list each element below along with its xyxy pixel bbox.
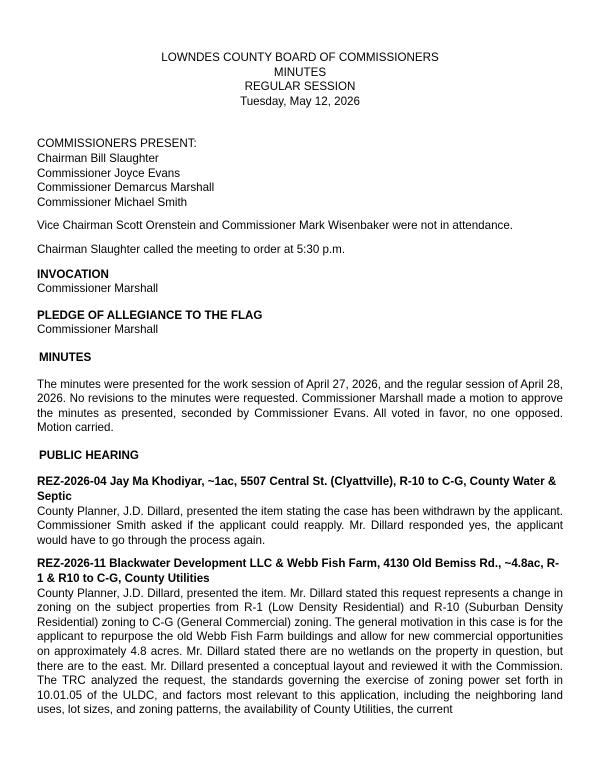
present-member: Chairman Bill Slaughter (37, 151, 159, 165)
board-name: LOWNDES COUNTY BOARD OF COMMISSIONERS (161, 51, 439, 64)
pledge-heading: PLEDGE OF ALLEGIANCE TO THE FLAG (37, 308, 263, 322)
hearing-item (37, 557, 563, 718)
hearing-item-text: County Planner, J.D. Dillard, presented the item. Mr. Dillard stated this request represents a change in zoning on the subject properties from R-1 (Low Density Residential) and R-10 (Suburban Density Residential) zoning to C-G (General Commercial) zoning. The general motivation in this case is for the applicant to repurpose the old Webb Fish Farm buildings and allow for new commercial opportunities on approximately 4.8 acres. Mr. Dillard stated there are no wetlands on the property in question, but there are to the east. Mr. Dillard presented a conceptual layout and reviewed it with the Commission. The TRC analyzed the request, the standards governing the exercise of zoning power set forth in 10.01.05 of the ULDC, and factors most relevant to this application, including the neighboring land uses, lot sizes, and zoning patterns, the availability of County Utilities, the current (37, 586, 563, 717)
document-type: MINUTES (273, 65, 327, 79)
hearing-item-title: REZ-2026-04 Jay Ma Khodiyar, ~1ac, 5507 Central St. (Clyattville), R-10 to C-G, County Water & Septic (37, 475, 557, 504)
public-hearing-section (37, 449, 563, 718)
pledge-section (37, 309, 563, 338)
invocation-section (37, 268, 563, 297)
pledge-text: Commissioner Marshall (37, 323, 159, 337)
minutes-text: The minutes were presented for the work session of April 27, 2026, and the regular session of April 28, 2026. No revisions to the minutes were requested. Commissioner Marshall made a motion to approve the minutes as presented, seconded by Commissioner Evans. All voted in favor, no one opposed. Motion carried. (37, 377, 563, 435)
hearing-item-text: County Planner, J.D. Dillard, presented the item stating the case has been withdrawn by the applicant. Commissioner Smith asked if the applicant could reapply. Mr. Dillard responded yes, the applicant would have to go through the process again. (37, 504, 563, 547)
public-hearing-heading: PUBLIC HEARING (39, 448, 139, 462)
hearing-item-title: REZ-2026-11 Blackwater Development LLC & Webb Fish Farm, 4130 Old Bemiss Rd., ~4.8ac, R-1 & R10 to C-G, County Utilities (37, 557, 560, 586)
present-member: Commissioner Demarcus Marshall (37, 181, 215, 195)
minutes-section (37, 351, 563, 436)
present-member: Commissioner Joyce Evans (37, 166, 181, 180)
present-member: Commissioner Michael Smith (37, 195, 188, 209)
document-header (37, 51, 563, 109)
invocation-text: Commissioner Marshall (37, 282, 159, 296)
hearing-item (37, 475, 563, 548)
present-label: COMMISSIONERS PRESENT: (37, 137, 197, 151)
session-type: REGULAR SESSION (244, 80, 356, 94)
session-date: Tuesday, May 12, 2026 (240, 94, 360, 108)
invocation-heading: INVOCATION (37, 267, 109, 281)
minutes-heading: MINUTES (39, 350, 92, 364)
commissioners-present (37, 137, 563, 210)
absent-statement: Vice Chairman Scott Orenstein and Commissioner Mark Wisenbaker were not in attendance. (37, 219, 513, 233)
call-to-order: Chairman Slaughter called the meeting to order at 5:30 p.m. (37, 242, 346, 256)
